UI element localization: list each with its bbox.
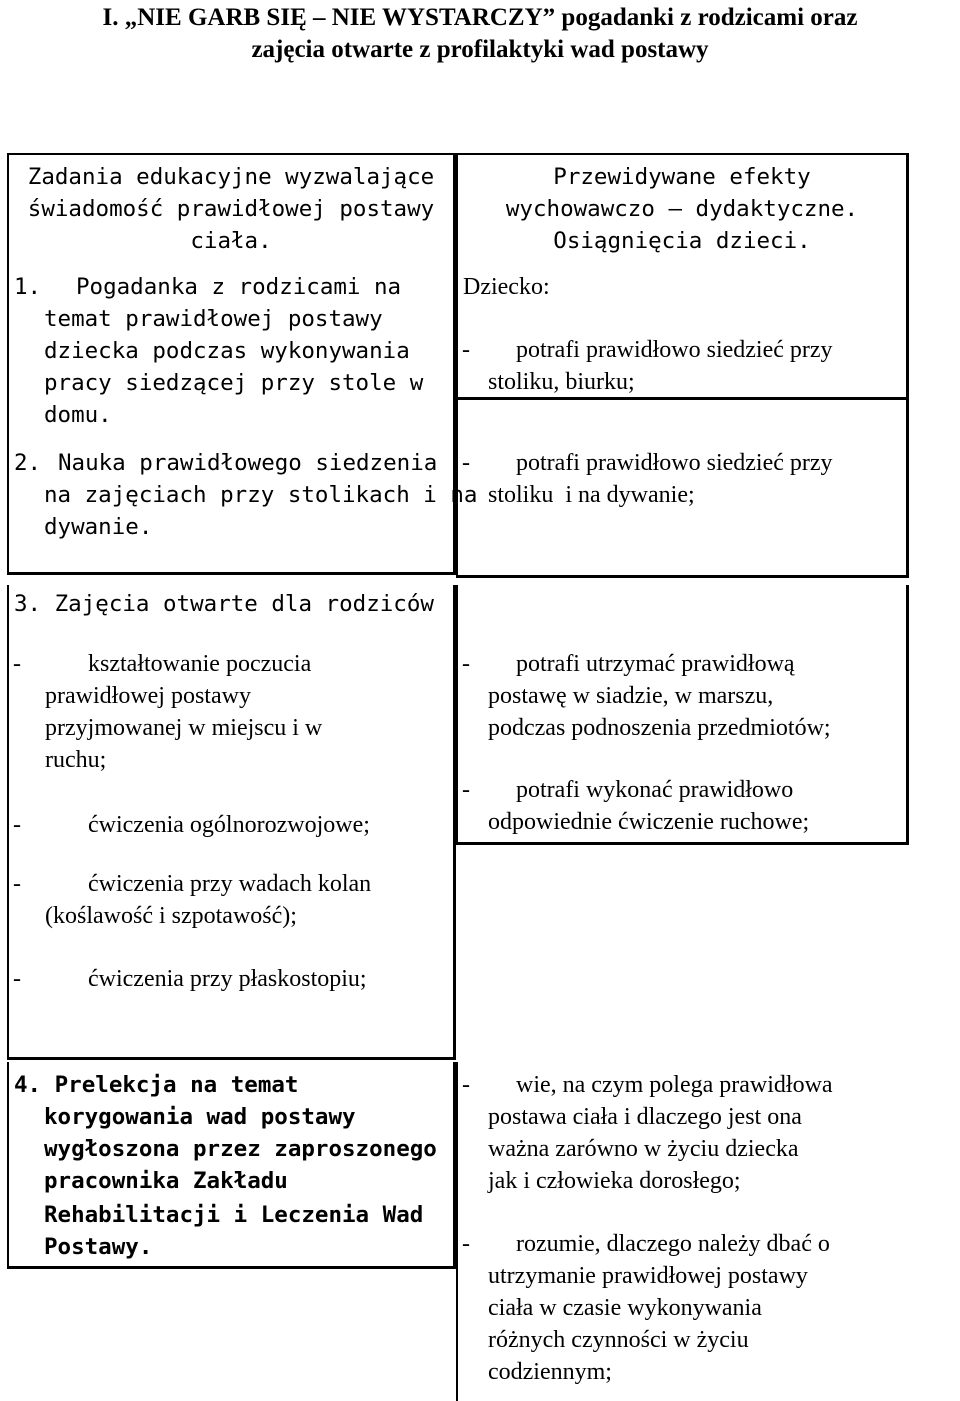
page-title-line-2: zajęcia otwarte z profilaktyki wad postawy [251, 36, 709, 63]
task-4-line-1: 4. Prelekcja na temat [14, 1072, 299, 1098]
outcome-5-line-2: postawa ciała i dlaczego jest ona [488, 1104, 802, 1130]
left-column-header-line-1: Zadania edukacyjne wyzwalające [27, 164, 435, 190]
task-1-line-5: domu. [44, 402, 112, 428]
outcome-4-line-1: potrafi wykonać prawidłowo [516, 777, 794, 803]
task-3-item-3-line-1: ćwiczenia przy wadach kolan [88, 871, 372, 897]
outcome-6-line-1: rozumie, dlaczego należy dbać o [516, 1231, 830, 1257]
task-1-number: 1. [14, 274, 42, 300]
outcome-3-line-2: postawę w siadzie, w marszu, [488, 683, 774, 709]
task-4-line-6: Postawy. [44, 1234, 153, 1260]
page-title-line-1: I. „NIE GARB SIĘ – NIE WYSTARCZY” pogadanki z rodzicami oraz [102, 4, 858, 31]
task-2-number: 2. [14, 450, 42, 476]
task-3-item-1-line-2: prawidłowej postawy [45, 683, 251, 709]
outcome-6-line-2: utrzymanie prawidłowej postawy [488, 1263, 808, 1289]
right-column-header-line-2: wychowawczo – dydaktyczne. [505, 196, 859, 222]
task-2-line-1: Nauka prawidłowego siedzenia [58, 450, 438, 476]
outcome-2-line-2: stoliku i na dywanie; [488, 482, 695, 508]
right-column-header-line-1: Przewidywane efekty [553, 164, 811, 190]
task-1-line-1: Pogadanka z rodzicami na [76, 274, 402, 300]
task-2-line-3: dywanie. [44, 514, 153, 540]
outcome-6-dash: - [462, 1231, 470, 1257]
outcome-5-line-4: jak i człowieka dorosłego; [488, 1168, 741, 1194]
outcome-1-dash: - [462, 337, 470, 363]
outcome-5-dash: - [462, 1072, 470, 1098]
task-2-line-2: na zajęciach przy stolikach i na [44, 482, 478, 508]
outcome-4-line-2: odpowiednie ćwiczenie ruchowe; [488, 809, 810, 835]
outcome-2-line-1: potrafi prawidłowo siedzieć przy [516, 450, 833, 476]
right-column-header-line-3: Osiągnięcia dzieci. [553, 228, 811, 254]
task-3-item-3-line-2: (koślawość i szpotawość); [45, 903, 297, 929]
outcome-3-line-1: potrafi utrzymać prawidłową [516, 651, 795, 677]
child-label: Dziecko: [463, 274, 550, 300]
outcome-6-line-4: różnych czynności w życiu [488, 1327, 749, 1353]
task-3-item-1-line-1: kształtowanie poczucia [88, 651, 312, 677]
task-3-item-2-line-1: ćwiczenia ogólnorozwojowe; [88, 812, 370, 838]
task-3-item-1-line-3: przyjmowanej w miejscu i w [45, 715, 323, 741]
outcome-3-dash: - [462, 651, 470, 677]
right-outcomes-frame-4 [456, 1062, 458, 1401]
task-3-item-2-dash: - [13, 812, 21, 838]
outcome-2-dash: - [462, 450, 470, 476]
left-column-header-line-3: ciała. [190, 228, 272, 254]
task-4-line-2: korygowania wad postawy [44, 1104, 356, 1130]
task-1-line-3: dziecka podczas wykonywania [44, 338, 410, 364]
outcome-6-line-5: codziennym; [488, 1359, 612, 1385]
outcome-6-line-3: ciała w czasie wykonywania [488, 1295, 762, 1321]
task-3-item-4-dash: - [13, 966, 21, 992]
page-title [0, 2, 960, 66]
outcome-4-dash: - [462, 777, 470, 803]
task-3-item-3-dash: - [13, 871, 21, 897]
task-3-item-1-line-4: ruchu; [45, 747, 107, 773]
task-1-line-4: pracy siedzącej przy stole w [44, 370, 424, 396]
task-1-line-2: temat prawidłowej postawy [44, 306, 383, 332]
outcome-3-line-3: podczas podnoszenia przedmiotów; [488, 715, 831, 741]
outcome-5-line-1: wie, na czym polega prawidłowa [516, 1072, 833, 1098]
task-4-line-3: wygłoszona przez zaproszonego [44, 1136, 437, 1162]
task-3-item-4-line-1: ćwiczenia przy płaskostopiu; [88, 966, 367, 992]
task-4-line-5: Rehabilitacji i Leczenia Wad [44, 1202, 424, 1228]
task-3-heading: 3. Zajęcia otwarte dla rodziców [14, 591, 434, 617]
left-column-header-line-2: świadomość prawidłowej postawy [27, 196, 435, 222]
outcome-1-line-2: stoliku, biurku; [488, 369, 635, 395]
task-4-line-4: pracownika Zakładu [44, 1168, 288, 1194]
task-3-item-1-dash: - [13, 651, 21, 677]
outcome-5-line-3: ważna zarówno w życiu dziecka [488, 1136, 799, 1162]
outcome-1-line-1: potrafi prawidłowo siedzieć przy [516, 337, 833, 363]
